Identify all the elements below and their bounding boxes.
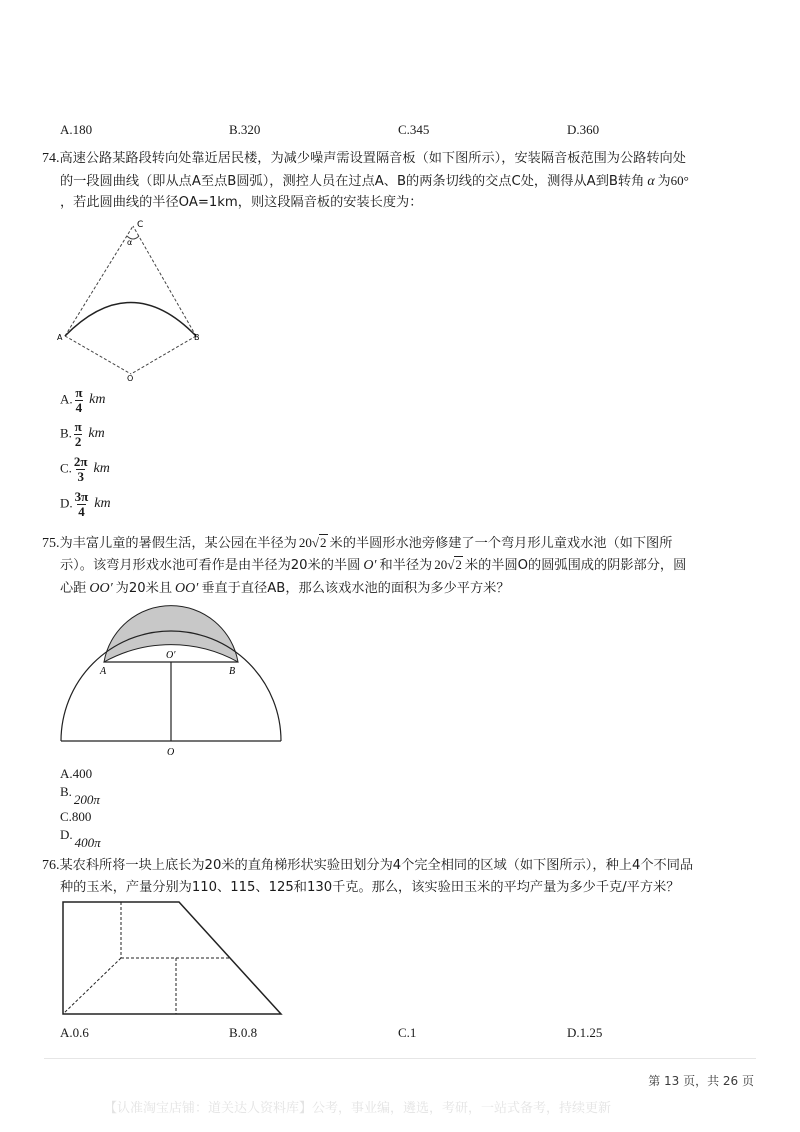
q74-figure [55, 214, 215, 382]
q73-option-b: B.320 [229, 122, 261, 137]
q76-option-c: C.1 [398, 1025, 417, 1040]
q75-option-d: D.400π [60, 827, 101, 850]
q74-alpha: α [647, 174, 655, 189]
q75-line2: 示）。该弯月形戏水池可看作是由半径为20米的半圆 O′ 和半径为 20√2 米的半圆O的圆弧围成的阴影部分，圆 [60, 557, 687, 573]
q75-option-c: C.800 [60, 809, 92, 824]
q74-line3: ，若此圆曲线的半径OA=1km，则这段隔音板的安装长度为： [60, 195, 423, 210]
label-a: A [100, 666, 107, 677]
radius-value: 20√2 [298, 535, 327, 550]
q75-option-a: A.400 [60, 766, 93, 781]
q74-option-a: A. $\frac{\pi}{4}$ km [60, 385, 106, 415]
q74-angle: 为60° [657, 173, 689, 188]
page-number: 第 13 页，共 26 页 [648, 1074, 754, 1088]
label-b: B [229, 666, 236, 677]
q76-figure [55, 898, 290, 1018]
q74-option-d: D. $\frac{3\pi}{4}$ km [60, 489, 111, 519]
q74-line1 [42, 148, 686, 170]
q76-option-d: D.1.25 [567, 1025, 603, 1040]
divider-diagonal [63, 958, 121, 1014]
radius-oa [65, 336, 131, 374]
q75-option-b: B.200π [60, 784, 100, 807]
label-alpha: α [127, 238, 133, 247]
q76-line2: 种的玉米，产量分别为110、115、125和130千克。那么，该实验田玉米的平均产量为多少千克/平方米？ [60, 880, 680, 895]
label-o: O [127, 374, 134, 382]
footer-divider [44, 1058, 756, 1059]
label-a: A [57, 333, 63, 342]
q75-figure [55, 600, 290, 760]
tangent-line-a [65, 226, 133, 336]
tangent-line-b [133, 226, 196, 336]
label-o: O [167, 747, 175, 758]
radius-ob [131, 336, 196, 374]
q74-option-c: C. $\frac{2\pi}{3}$ km [60, 454, 110, 484]
q75-number: 75. [42, 536, 60, 551]
q75-line1: 75.为丰富儿童的暑假生活，某公园在半径为 20√2 米的半圆形水池旁修建了一个弯月形儿童戏水池（如下图所 [42, 535, 673, 551]
arc-ab [65, 303, 196, 337]
q76-line1: 76.某农科所将一块上底长为20米的直角梯形状实验田划分为4个完全相同的区域（如下图所示），种上4个不同品 [42, 858, 694, 873]
q74-option-b: B. $\frac{\pi}{2}$ km [60, 419, 105, 449]
label-b: B [194, 333, 200, 342]
q74-text-1: 高速公路某路段转向处靠近居民楼，为减少噪声需设置隔音板（如下图所示），安装隔音板范围为公路转向处 [59, 151, 686, 166]
watermark: 【认准淘宝店铺：道关达人资料库】公考，事业编，遴选，考研，一站式备考，持续更新 [104, 1101, 612, 1116]
q74-text-2: 的一段圆曲线（即从点A至点B圆弧），测控人员在过点A、B的两条切线的交点C处，测得从A到B转角 [60, 174, 645, 189]
q76-number: 76. [42, 858, 60, 873]
label-o-prime: O′ [166, 650, 176, 661]
q73-option-c: C.345 [398, 122, 430, 137]
q75-line3: 心距 OO′ 为20米且 OO′ 垂直于直径AB，那么该戏水池的面积为多少平方米？ [60, 581, 510, 596]
q76-option-a: A.0.6 [60, 1025, 89, 1040]
label-c: C [137, 220, 144, 230]
q73-option-a: A.180 [60, 122, 93, 137]
q74-number: 74. [42, 151, 60, 166]
q74-line2 [60, 170, 689, 193]
q73-option-d: D.360 [567, 122, 600, 137]
q76-option-b: B.0.8 [229, 1025, 258, 1040]
